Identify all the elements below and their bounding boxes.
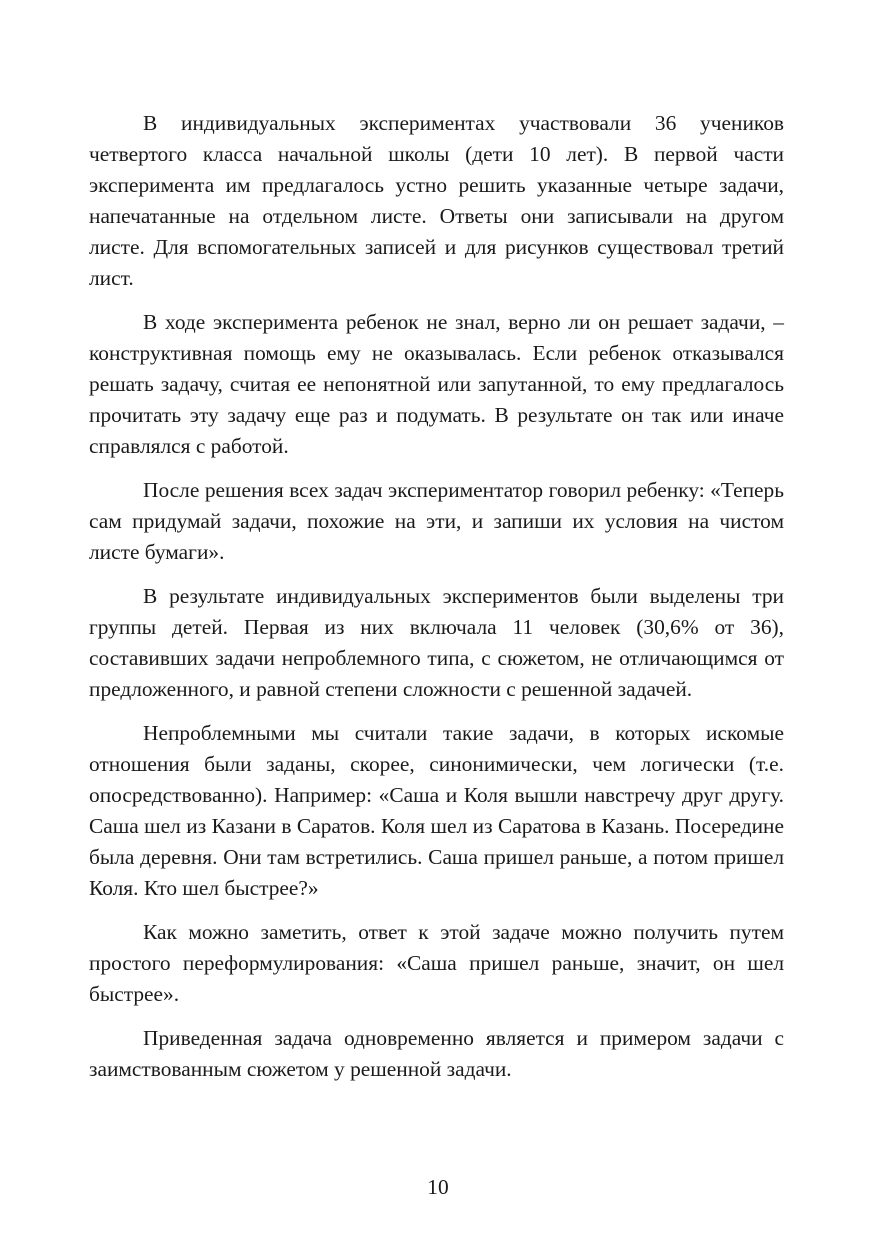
page-number: 10 <box>427 1175 449 1199</box>
paragraph-2: В ходе эксперимента ребенок не знал, верно ли он решает задачи, – конструктивная помощь ему не оказывалась. Если ребенок отказывался решать задачу, считая ее непонятной или запутанной, то ему предлагалось прочитать эту задачу еще раз и подумать. В результате он так или иначе справлялся с работой. <box>89 310 784 458</box>
paragraph-4: В результате индивидуальных экспериментов были выделены три группы детей. Первая из них включала 11 человек (30,6% от 36), составивших задачи непроблемного типа, с сюжетом, не отличающимся от предложенного, и равной степени сложности с решенной задачей. <box>89 584 784 701</box>
paragraph-6: Как можно заметить, ответ к этой задаче можно получить путем простого переформулирования: «Саша пришел раньше, значит, он шел быстрее». <box>89 920 784 1006</box>
paragraph-1: В индивидуальных экспериментах участвовали 36 учеников четвертого класса начальной школы (дети 10 лет). В первой части эксперимента им предлагалось устно решить указанные четыре задачи, напечатанные на отдельном листе. Ответы они записывали на другом листе. Для вспомогательных записей и для рисунков существовал третий лист. <box>89 111 784 290</box>
paragraph-7: Приведенная задача одновременно является и примером задачи с заимствованным сюжетом у решенной задачи. <box>89 1026 784 1081</box>
page-body <box>89 108 784 1098</box>
paragraph-3: После решения всех задач экспериментатор говорил ребенку: «Теперь сам придумай задачи, похожие на эти, и запиши их условия на чистом листе бумаги». <box>89 478 784 564</box>
paragraph-5: Непроблемными мы считали такие задачи, в которых искомые отношения были заданы, скорее, синонимически, чем логически (т.е. опосредствованно). Например: «Саша и Коля вышли навстречу друг другу. Саша шел из Казани в Саратов. Коля шел из Саратова в Казань. Посередине была деревня. Они там встретились. Саша пришел раньше, а потом пришел Коля. Кто шел быстрее?» <box>89 721 784 900</box>
